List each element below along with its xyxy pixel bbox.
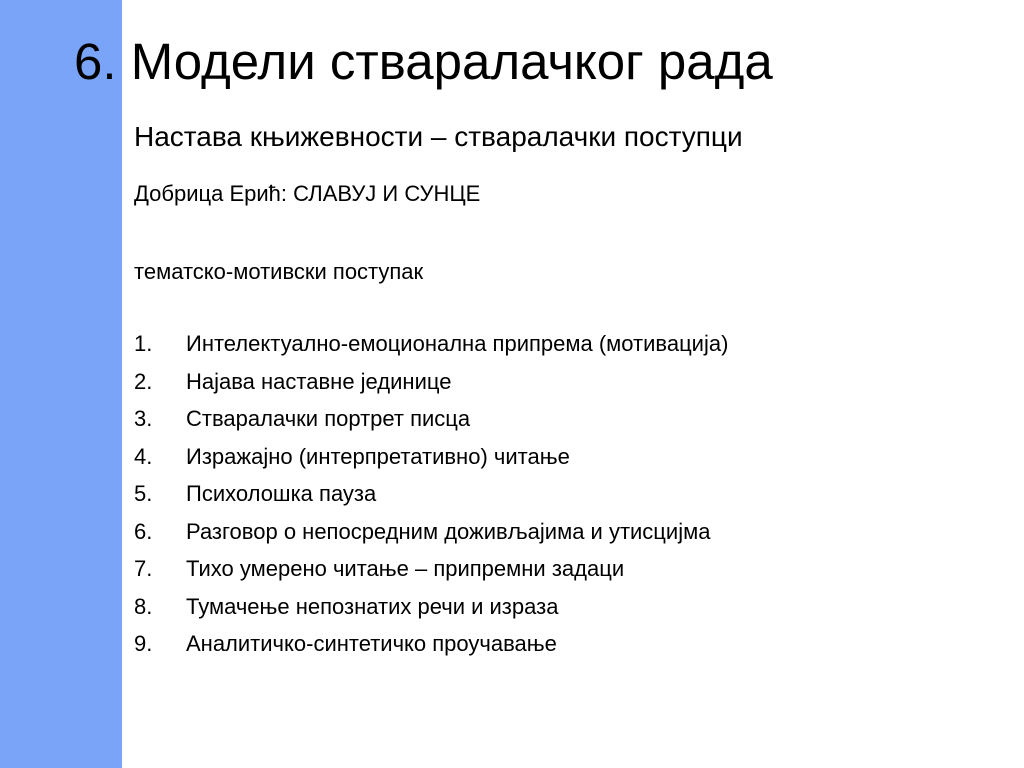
- step-number: 3.: [134, 406, 153, 431]
- slide-subtitle: Настава књижевности – стваралачки поступци: [134, 121, 743, 152]
- step-number: 1.: [134, 331, 153, 356]
- step-number: 6.: [134, 518, 153, 544]
- step-number: 7.: [134, 556, 153, 581]
- step-number: 9.: [134, 631, 153, 656]
- step-number: 8.: [134, 593, 153, 619]
- slide-title: 6. Модели стваралачког рада: [74, 33, 773, 90]
- step-text: Аналитичко-синтетичко проучавање: [186, 631, 557, 656]
- step-text: Тумачење непознатих речи и израза: [186, 593, 559, 619]
- step-number: 4.: [134, 443, 153, 469]
- sidebar-accent-bar: [0, 0, 122, 768]
- step-number: 5.: [134, 481, 153, 506]
- step-text: Разговор о непосредним доживљајима и утисцијма: [186, 518, 711, 544]
- step-text: Психолошка пауза: [186, 481, 377, 506]
- step-text: Најава наставне јединице: [186, 368, 452, 394]
- step-number: 2.: [134, 368, 153, 394]
- approach-label: тематско-мотивски поступак: [134, 259, 424, 284]
- work-title: Добрица Ерић: СЛАВУЈ И СУНЦЕ: [134, 181, 481, 206]
- step-text: Стваралачки портрет писца: [186, 406, 471, 431]
- step-text: Тихо умерено читање – припремни задаци: [186, 556, 625, 581]
- step-text: Изражајно (интерпретативно) читање: [186, 443, 570, 469]
- step-text: Интелектуално-емоционална припрема (мотивација): [186, 331, 729, 356]
